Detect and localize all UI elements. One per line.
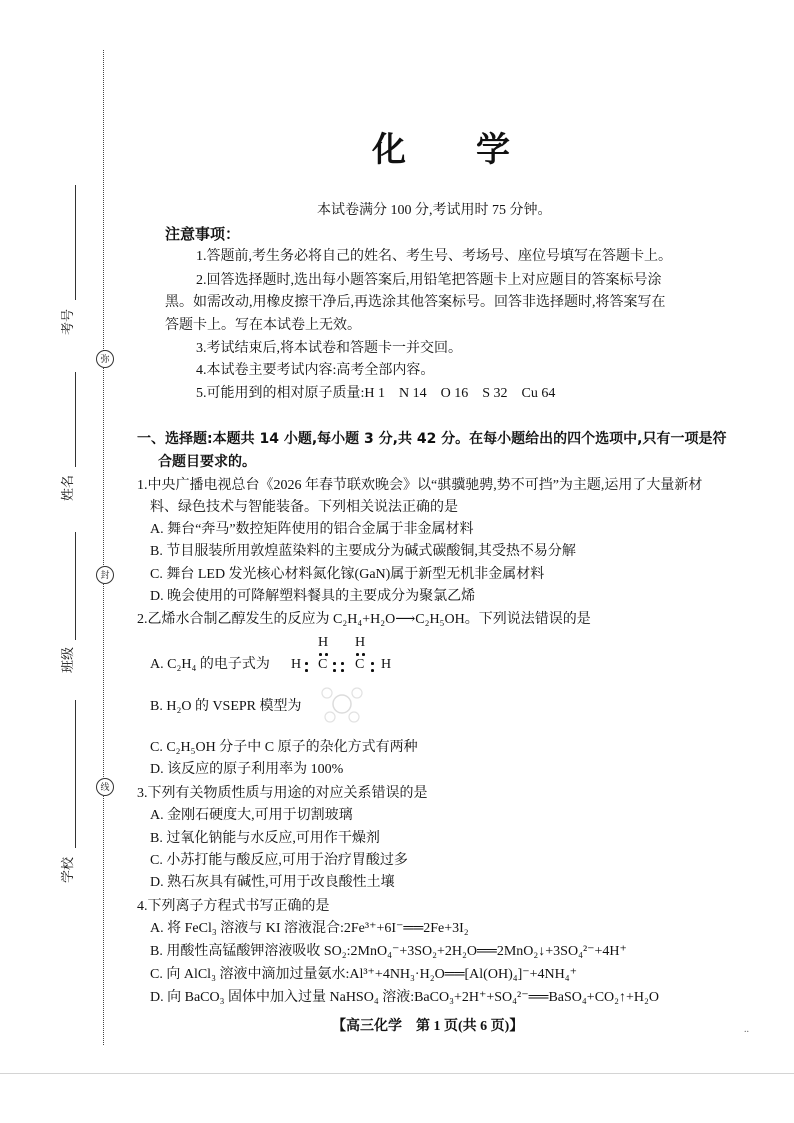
question-2-option-a: A. C₂H₄ 的电子式为: [150, 657, 270, 672]
seal-dotted-line: [103, 50, 104, 1045]
electron-dot: [305, 662, 308, 665]
question-4-option-d: D. 向 BaCO₃ 固体中加入过量 NaHSO₄ 溶液:BaCO₃+2H⁺+SO₄²⁻══BaSO₄+CO₂↑+H₂O: [150, 990, 660, 1005]
question-1-option-a: A. 舞台“奔马”数控矩阵使用的铝合金属于非金属材料: [150, 522, 474, 537]
question-3-stem: 3.下列有关物质性质与用途的对应关系错误的是: [137, 786, 428, 801]
question-1-option-d: D. 晚会使用的可降解塑料餐具的主要成分为聚氯乙烯: [150, 589, 476, 604]
electron-dot: [341, 669, 344, 672]
notice-line: 黑。如需改动,用橡皮擦干净后,再选涂其他答案标号。回答非选择题时,将答案写在: [165, 295, 666, 310]
question-4-stem: 4.下列离子方程式书写正确的是: [137, 899, 330, 914]
question-3-option-c: C. 小苏打能与酸反应,可用于治疗胃酸过多: [150, 853, 408, 868]
question-4-option-c: C. 向 AlCl₃ 溶液中滴加过量氨水:Al³⁺+4NH₃·H₂O══[Al(OH)₄]⁻+4NH₄⁺: [150, 967, 578, 982]
question-1-stem: 料、绿色技术与智能装备。下列相关说法正确的是: [150, 500, 458, 515]
notice-heading: 注意事项：: [165, 225, 241, 243]
notice-line: 4.本试卷主要考试内容:高考全部内容。: [196, 363, 435, 378]
electron-dot: [371, 662, 374, 665]
seal-mark-xian: 线: [96, 778, 114, 796]
atom-h-right: H: [381, 657, 392, 672]
atom-h-top-2: H: [355, 635, 366, 650]
school-label: 学校: [60, 857, 75, 884]
ethylene-electron-formula: [285, 633, 405, 677]
section-heading: 一、选择题:本题共 14 小题,每小题 3 分,共 42 分。在每小题给出的四个选项中,只有一项是符: [137, 431, 727, 447]
class-label: 班级: [60, 647, 75, 674]
atom-h-top-1: H: [318, 635, 329, 650]
notice-line: 2.回答选择题时,选出每小题答案后,用铅笔把答题卡上对应题目的答案标号涂: [196, 273, 662, 288]
question-2-option-c: C. C₂H₅OH 分子中 C 原子的杂化方式有两种: [150, 740, 418, 755]
school-underline: [75, 700, 76, 848]
exam-subtitle: 本试卷满分 100 分,考试用时 75 分钟。: [317, 203, 552, 218]
notice-line: 1.答题前,考生务必将自己的姓名、考生号、考场号、座位号填写在答题卡上。: [196, 249, 672, 264]
question-3-option-b: B. 过氧化钠能与水反应,可用作干燥剂: [150, 831, 380, 846]
page-title: 化 学: [372, 130, 528, 170]
atom-c-1: C: [318, 657, 328, 672]
question-2-option-d: D. 该反应的原子利用率为 100%: [150, 762, 344, 777]
question-2-stem: 2.乙烯水合制乙醇发生的反应为 C₂H₄+H₂O⟶C₂H₅OH。下列说法错误的是: [137, 612, 591, 627]
page-footer: 【高三化学 第 1 页(共 6 页)】: [332, 1019, 524, 1034]
exam-number-label: 考号: [60, 309, 75, 336]
corner-mark: ..: [744, 1024, 749, 1035]
notice-line: 答题卡上。写在本试卷上无效。: [165, 318, 361, 333]
electron-dot: [333, 669, 336, 672]
name-underline: [75, 372, 76, 467]
question-4-option-b: B. 用酸性高锰酸钾溶液吸收 SO₂:2MnO₄⁻+3SO₂+2H₂O══2MnO₂↓+3SO₄²⁻+4H⁺: [150, 944, 627, 959]
question-1-stem: 1.中央广播电视总台《2026 年春节联欢晚会》以“骐骥驰骋,势不可挡”为主题,运用了大量新材: [137, 478, 703, 493]
section-heading: 合题目要求的。: [158, 454, 256, 470]
exam-number-underline: [75, 185, 76, 300]
electron-dot: [341, 662, 344, 665]
notice-line: 5.可能用到的相对原子质量:H 1 N 14 O 16 S 32 Cu 64: [196, 386, 556, 401]
seal-mark-mi: 弥: [96, 350, 114, 368]
question-4-option-a: A. 将 FeCl₃ 溶液与 KI 溶液混合:2Fe³⁺+6I⁻══2Fe+3I₂: [150, 921, 469, 936]
seal-mark-feng: 封: [96, 566, 114, 584]
notice-line: 3.考试结束后,将本试卷和答题卡一并交回。: [196, 341, 462, 356]
electron-dot: [333, 662, 336, 665]
class-underline: [75, 532, 76, 640]
atom-c-2: C: [355, 657, 365, 672]
atom-h-left: H: [291, 657, 302, 672]
page-bottom-rule: [0, 1073, 794, 1074]
question-1-option-b: B. 节目服装所用敦煌蓝染料的主要成分为碱式碳酸铜,其受热不易分解: [150, 544, 576, 559]
vsepr-model-image: [318, 684, 366, 724]
name-label: 姓名: [60, 475, 75, 502]
electron-dot: [371, 669, 374, 672]
question-3-option-a: A. 金刚石硬度大,可用于切割玻璃: [150, 808, 353, 823]
electron-dot: [305, 669, 308, 672]
question-3-option-d: D. 熟石灰具有碱性,可用于改良酸性土壤: [150, 875, 395, 890]
question-2-option-b: B. H₂O 的 VSEPR 模型为: [150, 699, 302, 714]
question-1-option-c: C. 舞台 LED 发光核心材料氮化镓(GaN)属于新型无机非金属材料: [150, 567, 545, 582]
